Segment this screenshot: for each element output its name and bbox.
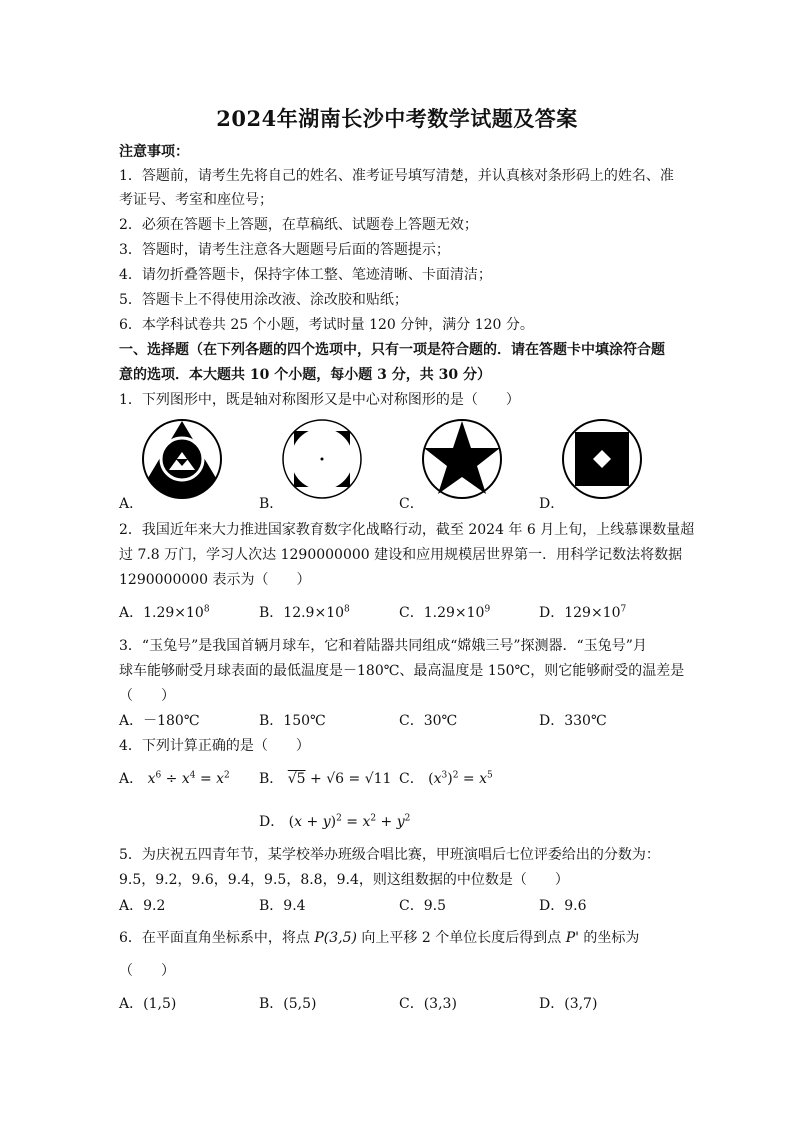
question-3-line: 球车能够耐受月球表面的最低温度是－180℃、最高温度是 150℃，则它能够耐受的温差是: [119, 663, 685, 679]
notice-item: 1．答题前，请考生先将自己的姓名、准考证号填写清楚，并认真核对条形码上的姓名、准: [119, 168, 674, 184]
q2-option-a[interactable]: A．$1.29\times 10^8$: [119, 604, 210, 621]
page-title: 2024年湖南长沙中考数学试题及答案: [216, 106, 578, 131]
q2-option-b[interactable]: B．$12.9\times 10^8$: [259, 604, 350, 621]
question-2-line: 2．我国近年来大力推进国家教育数字化战略行动，截至 2024 年 6 月上旬，上线慕课数量超: [119, 522, 695, 538]
question-2-line: 过 7.8 万门，学习人次达 1290000000 建设和应用规模居世界第一．用科学记数法将数据: [119, 547, 683, 563]
q3-option-d[interactable]: D．330℃: [539, 713, 607, 729]
question-1-stem: 1．下列图形中，既是轴对称图形又是中心对称图形的是（ ）: [119, 392, 520, 408]
figure-a-triangle-in-circle: [141, 418, 223, 500]
notice-item: 3．答题时，请考生注意各大题题号后面的答题提示；: [119, 242, 450, 258]
question-3-line: 3．“玉兔号”是我国首辆月球车，它和着陆器共同组成“嫦娥三号”探测器．“玉兔号”月: [119, 638, 647, 654]
q6-option-a[interactable]: A．(1,5): [119, 996, 177, 1012]
q4-option-d[interactable]: D． $(x + y)^2 = x^2 + y^2$: [259, 813, 411, 830]
section-heading: 意的选项．本大题共 10 个小题，每小题 3 分，共 30 分）: [119, 367, 491, 383]
q2-option-d[interactable]: D．$129\times 10^7$: [539, 604, 627, 621]
q4-option-a[interactable]: A． $x^6 \div x^4 = x^2$: [119, 770, 230, 787]
figure-b-circle-in-square: [281, 418, 363, 500]
q2-option-c[interactable]: C．$1.29\times 10^9$: [399, 604, 491, 621]
q6-option-b[interactable]: B．(5,5): [259, 996, 317, 1012]
question-6-line: （ ）: [119, 963, 175, 979]
q4-option-b[interactable]: B． √5 + √6 = √11: [259, 771, 392, 787]
q3-option-a[interactable]: A．－180℃: [119, 713, 200, 729]
q5-option-d[interactable]: D．9.6: [539, 898, 587, 914]
question-3-line: （ ）: [119, 688, 175, 704]
notice-item: 4．请勿折叠答题卡，保持字体工整、笔迹清晰、卡面清洁；: [119, 267, 492, 283]
question-6-line: 6．在平面直角坐标系中，将点 P(3,5) 向上平移 2 个单位长度后得到点 P' 的坐标为: [119, 930, 640, 946]
q6-option-c[interactable]: C．(3,3): [399, 996, 457, 1012]
figure-d-square-in-circle: [561, 418, 643, 500]
q3-option-c[interactable]: C．30℃: [399, 713, 458, 729]
question-5-line: 9.5，9.2，9.6，9.4，9.5，8.8，9.4，则这组数据的中位数是（ ）: [119, 872, 569, 888]
section-heading: 一、选择题（在下列各题的四个选项中，只有一项是符合题的．请在答题卡中填涂符合题: [119, 342, 665, 358]
notice-item: 2．必须在答题卡上答题，在草稿纸、试题卷上答题无效；: [119, 217, 478, 233]
notice-heading: 注意事项：: [119, 144, 189, 160]
q1-option-c[interactable]: C．: [399, 496, 424, 512]
q1-option-b[interactable]: B．: [259, 496, 284, 512]
q5-option-b[interactable]: B．9.4: [259, 898, 306, 914]
q3-option-b[interactable]: B．150℃: [259, 713, 326, 729]
figure-c-star-in-circle: [421, 418, 503, 500]
q1-option-a[interactable]: A．: [119, 496, 144, 512]
q5-option-c[interactable]: C．9.5: [399, 898, 446, 914]
question-4-stem: 4．下列计算正确的是（ ）: [119, 738, 310, 754]
q5-option-a[interactable]: A．9.2: [119, 898, 166, 914]
question-5-line: 5．为庆祝五四青年节，某学校举办班级合唱比赛，甲班演唱后七位评委给出的分数为：: [119, 847, 660, 863]
q4-option-c[interactable]: C． $(x^3)^2 = x^5$: [399, 770, 493, 787]
question-2-line: 1290000000 表示为（ ）: [119, 572, 311, 588]
notice-item: 考证号、考室和座位号；: [119, 192, 273, 208]
q1-option-d[interactable]: D．: [539, 496, 565, 512]
notice-item: 6．本学科试卷共 25 个小题，考试时量 120 分钟，满分 120 分。: [119, 317, 534, 333]
q6-option-d[interactable]: D．(3,7): [539, 996, 598, 1012]
notice-item: 5．答题卡上不得使用涂改液、涂改胶和贴纸；: [119, 292, 408, 308]
